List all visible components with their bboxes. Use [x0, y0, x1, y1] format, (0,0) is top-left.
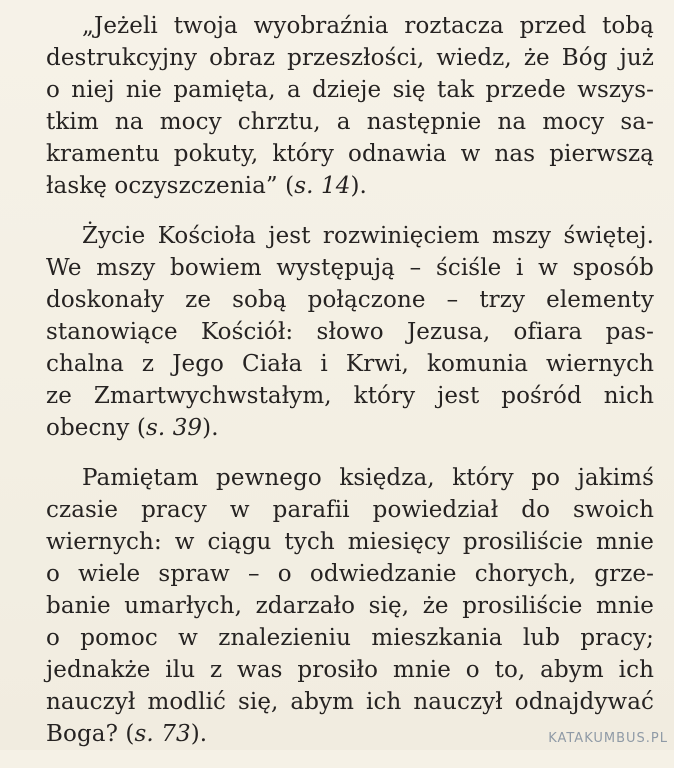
text-line-last: [46, 412, 654, 444]
paragraph-1: [46, 10, 654, 202]
text-line: „Jeżeli twoja wyobraźnia roztacza przed tobą: [82, 13, 654, 39]
text-line: Pamiętam pewnego księdza, który po jakimś: [82, 465, 654, 491]
text-line: o wiele spraw – o odwiedzanie chorych, grze-: [46, 561, 654, 587]
text-fragment: ).: [190, 721, 208, 747]
text-line: stanowiące Kościół: słowo Jezusa, ofiara pas-: [46, 319, 654, 345]
page-reference: s. 39: [145, 415, 203, 441]
text-line: destrukcyjny obraz przeszłości, wiedz, że Bóg już: [46, 45, 654, 71]
text-line-last: [46, 170, 654, 202]
text-line: tkim na mocy chrztu, a następnie na mocy sa-: [46, 109, 654, 135]
page-reference: s. 73: [134, 721, 191, 747]
text-line: wiernych: w ciągu tych miesięcy prosiliście mnie: [46, 529, 654, 555]
text-line: We mszy bowiem występują – ściśle i w sposób: [46, 255, 654, 281]
text-line: ze Zmartwychwstałym, który jest pośród nich: [46, 383, 654, 409]
text-line: chalna z Jego Ciała i Krwi, komunia wiernych: [46, 351, 654, 377]
text-line: jednakże ilu z was prosiło mnie o to, abym ich: [46, 657, 654, 683]
text-fragment: ).: [202, 415, 219, 441]
page-text: [46, 10, 654, 768]
text-line: czasie pracy w parafii powiedział do swoich: [46, 497, 654, 523]
text-line: o pomoc w znalezieniu mieszkania lub pracy;: [46, 625, 654, 651]
text-line: kramentu pokuty, który odnawia w nas pierwszą: [46, 141, 654, 167]
paragraph-2: [46, 220, 654, 444]
text-line: Życie Kościoła jest rozwinięciem mszy świętej.: [82, 223, 654, 249]
text-line: doskonały ze sobą połączone – trzy elementy: [46, 287, 654, 313]
text-fragment: obecny (: [46, 415, 146, 441]
text-line: banie umarłych, zdarzało się, że prosiliście mnie: [46, 593, 654, 619]
text-line: nauczył modlić się, abym ich nauczył odnajdywać: [46, 689, 654, 715]
text-fragment: łaskę oczyszczenia” (: [46, 173, 295, 199]
text-fragment: ).: [350, 173, 367, 199]
text-line: o niej nie pamięta, a dzieje się tak przede wszys-: [46, 77, 654, 103]
page-reference: s. 14: [294, 173, 351, 199]
paragraph-3: [46, 462, 654, 750]
text-fragment: Boga? (: [46, 721, 135, 747]
watermark: KATAKUMBUS.PL: [548, 731, 668, 746]
